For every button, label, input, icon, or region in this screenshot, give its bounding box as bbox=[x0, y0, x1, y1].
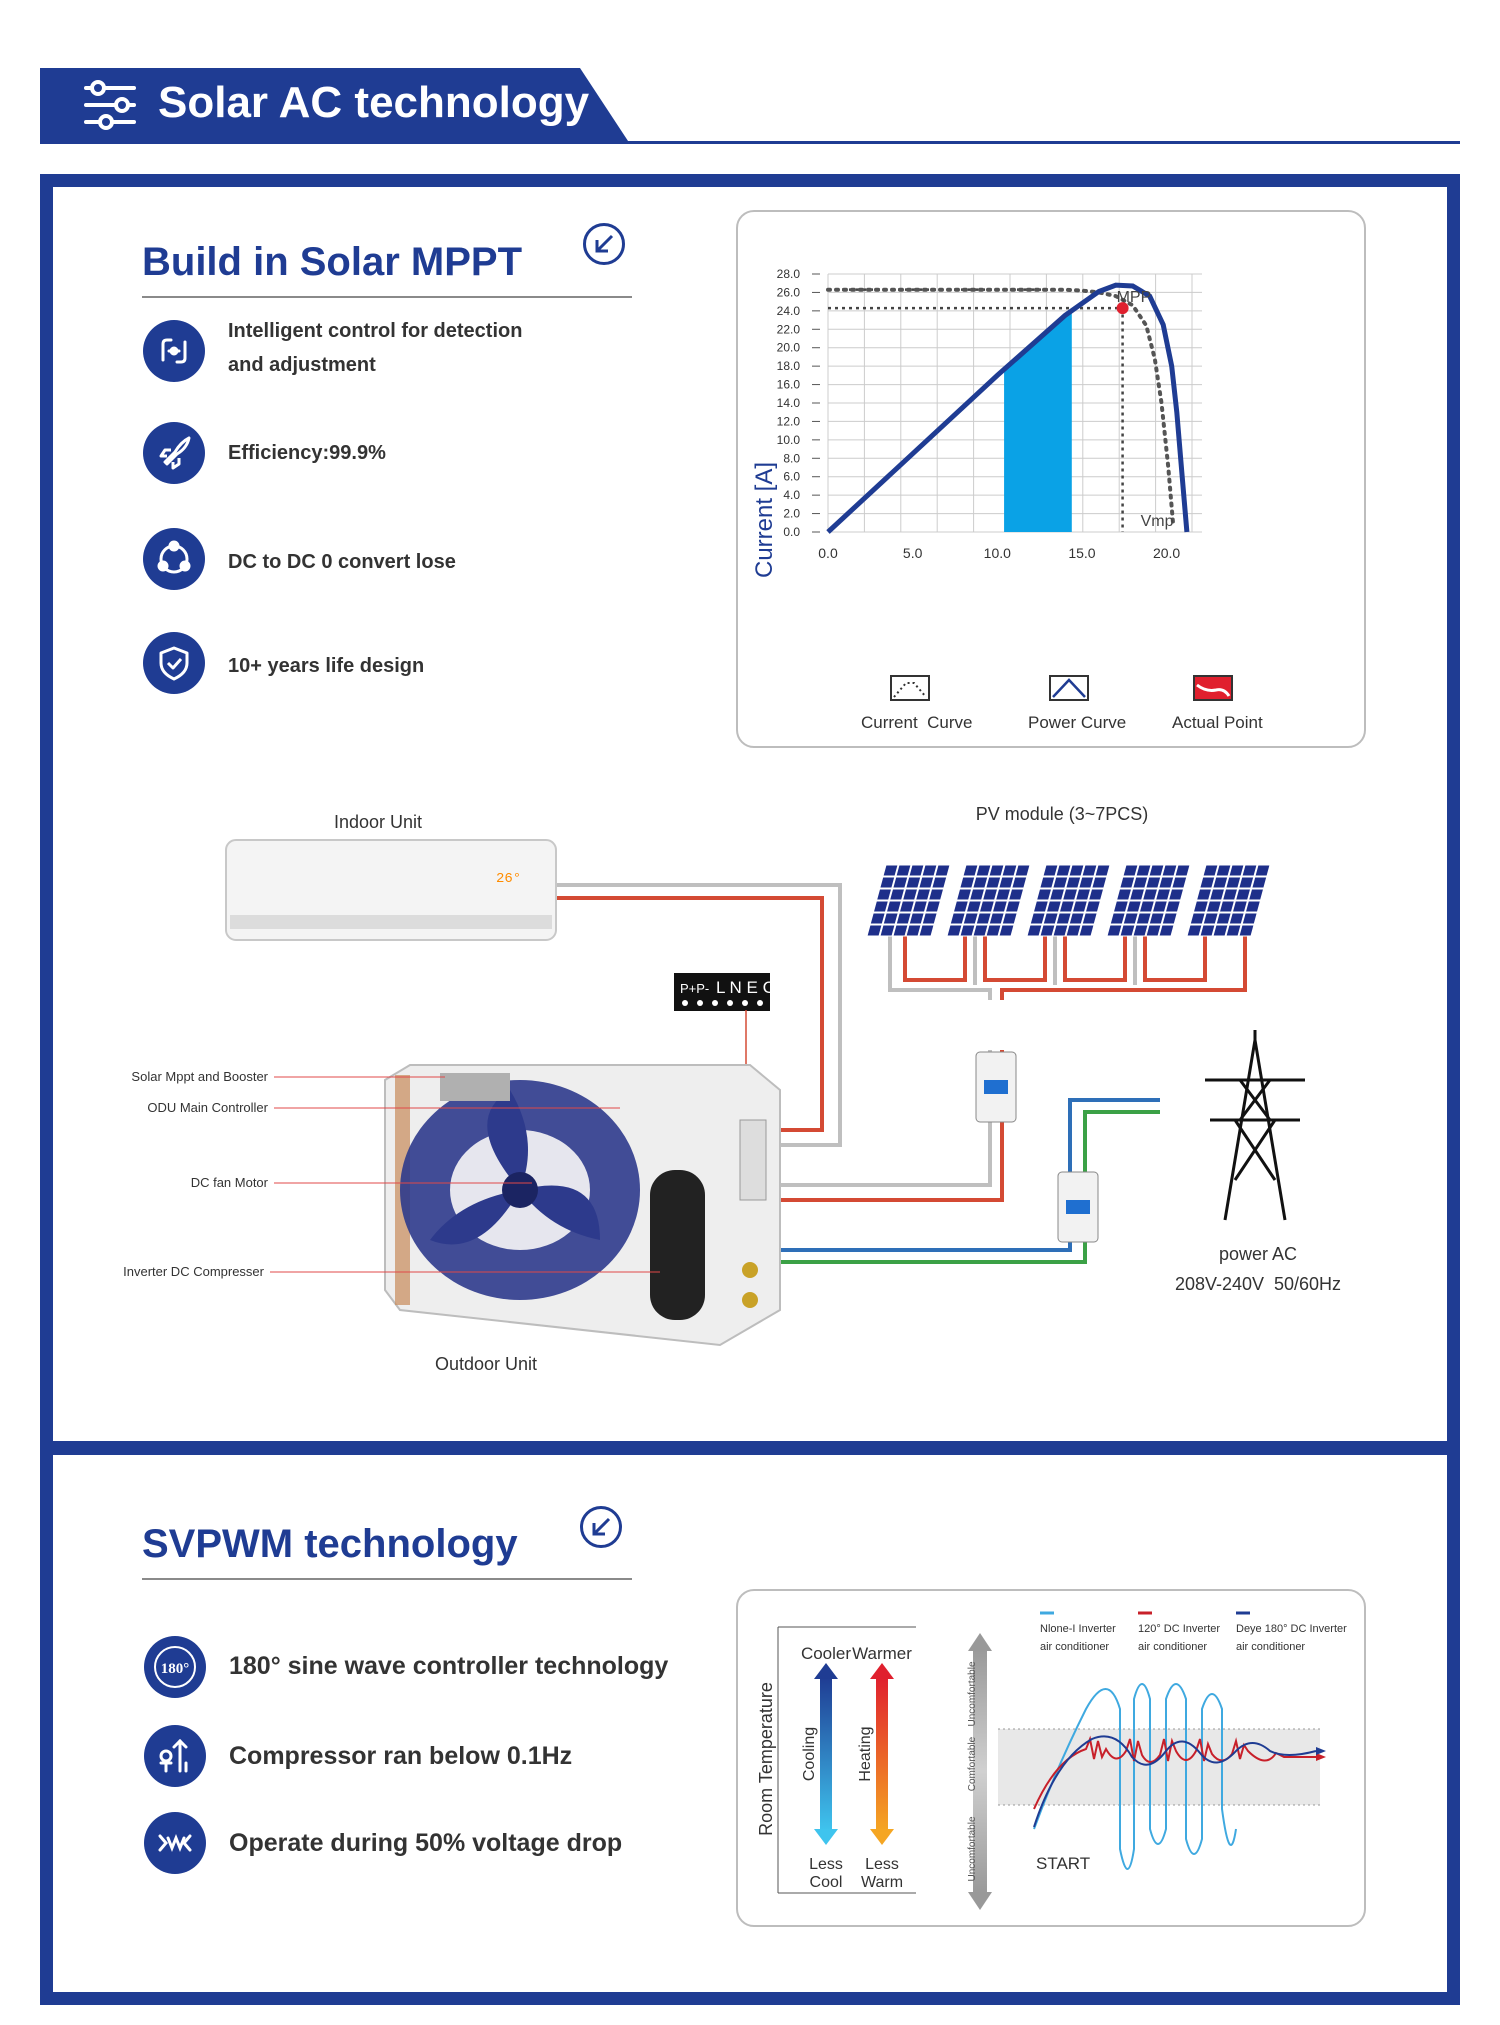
feature-voltage-drop: Operate during 50% voltage drop bbox=[229, 1829, 623, 1857]
compressor-icon bbox=[144, 1725, 206, 1787]
x-tick-label: 15.0 bbox=[1068, 545, 1096, 561]
heating-label: Heating bbox=[857, 1726, 874, 1782]
y-tick-label: 14.0 bbox=[776, 396, 800, 410]
x-tick-label: 0.0 bbox=[818, 545, 838, 561]
power-spec-label: 208V-240V 50/60Hz bbox=[1174, 1274, 1342, 1294]
feature-compressor: Compressor ran below 0.1Hz bbox=[229, 1742, 573, 1770]
legend-label: Nlone-I Inverter bbox=[1040, 1623, 1116, 1635]
pv-module-label: PV module (3~7PCS) bbox=[975, 804, 1149, 824]
header-rule bbox=[40, 141, 1460, 144]
sliders-icon bbox=[84, 80, 136, 130]
x-axis-ticks bbox=[818, 545, 1180, 561]
x-tick-label: 10.0 bbox=[983, 545, 1011, 561]
y-tick-label: 22.0 bbox=[776, 322, 800, 337]
pv-modules bbox=[867, 865, 1270, 936]
feature-line: Intelligent control for detection bbox=[228, 320, 523, 342]
y-tick-label: 20.0 bbox=[776, 340, 800, 355]
outdoor-unit bbox=[385, 1065, 780, 1345]
room-temperature-title: Room Temperature bbox=[756, 1682, 776, 1836]
y-tick-label: 18.0 bbox=[776, 359, 800, 374]
pv-panel bbox=[1107, 865, 1190, 936]
ac-breaker bbox=[1058, 1172, 1098, 1242]
y-tick-label: 16.0 bbox=[776, 377, 800, 392]
x-tick-label: 5.0 bbox=[902, 545, 923, 561]
180-degree-icon bbox=[144, 1636, 206, 1698]
warmer-label: Warmer bbox=[852, 1644, 912, 1663]
section-rule bbox=[142, 296, 632, 298]
shield-check-icon bbox=[143, 632, 205, 694]
legend-actual-point bbox=[1172, 676, 1263, 732]
power-tower-icon bbox=[1205, 1030, 1305, 1220]
y-tick-label: 6.0 bbox=[783, 469, 800, 484]
less-warm-label: Warm bbox=[860, 1874, 904, 1891]
legend-label: Actual Point bbox=[1172, 713, 1263, 732]
indoor-display: 26° bbox=[496, 871, 522, 887]
y-tick-label: 0.0 bbox=[783, 525, 800, 539]
part-label-main-controller: ODU Main Controller bbox=[147, 1100, 268, 1115]
feature-intelligent-control bbox=[228, 314, 522, 382]
legend-label: 120° DC Inverter bbox=[1138, 1623, 1221, 1635]
rocket-icon bbox=[143, 422, 205, 484]
y-tick-label: 28.0 bbox=[776, 267, 800, 281]
system-diagram bbox=[40, 790, 1460, 1390]
voltage-drop-icon bbox=[144, 1812, 206, 1874]
legend-120-dc-inverter bbox=[1138, 1613, 1220, 1653]
part-label-compressor: Inverter DC Compresser bbox=[123, 1264, 264, 1279]
pv-breaker bbox=[976, 1052, 1016, 1122]
svpwm-section-title: SVPWM technology bbox=[142, 1522, 518, 1566]
mppt-section-title: Build in Solar MPPT bbox=[142, 240, 523, 284]
terminal-label: L N E C bbox=[716, 978, 775, 997]
intelligent-control-icon bbox=[143, 320, 205, 382]
y-axis-ticks bbox=[777, 267, 820, 539]
legend-power-curve bbox=[1028, 676, 1126, 732]
y-tick-label: 24.0 bbox=[776, 303, 800, 318]
zone-label: Comfortable bbox=[967, 1736, 978, 1792]
terminal-label: P+P- bbox=[680, 981, 710, 996]
power-ac-label: power AC bbox=[1218, 1244, 1298, 1264]
y-tick-label: 2.0 bbox=[783, 506, 800, 521]
less-warm-label: Less bbox=[865, 1856, 899, 1873]
page-title: Solar AC technology bbox=[158, 78, 590, 127]
feature-life-design: 10+ years life design bbox=[228, 655, 425, 677]
legend-label: Power Curve bbox=[1028, 713, 1127, 732]
mpp-label: MPP bbox=[1116, 289, 1152, 307]
icon-text: 180° bbox=[160, 1661, 190, 1677]
legend-label: air conditioner bbox=[1040, 1641, 1110, 1653]
legend-current-curve bbox=[861, 676, 972, 732]
y-tick-label: 26.0 bbox=[776, 285, 800, 300]
less-cool-label: Cool bbox=[809, 1874, 843, 1891]
cycle-icon bbox=[143, 528, 205, 590]
legend-label: Current Curve bbox=[861, 713, 973, 732]
y-tick-label: 8.0 bbox=[783, 451, 800, 466]
start-label: START bbox=[1036, 1854, 1091, 1873]
section-rule bbox=[142, 1578, 632, 1580]
zone-label: Uncomfortable bbox=[967, 1661, 978, 1727]
x-tick-label: 20.0 bbox=[1152, 545, 1181, 561]
y-axis-title: Current [A] bbox=[751, 461, 778, 579]
pv-panel bbox=[1027, 865, 1110, 936]
power-shaded-area bbox=[1004, 311, 1072, 532]
legend-label: air conditioner bbox=[1138, 1641, 1208, 1653]
y-tick-label: 10.0 bbox=[776, 432, 800, 447]
comfort-scale bbox=[967, 1633, 992, 1910]
arrow-down-left-icon bbox=[580, 1506, 622, 1548]
part-label-fan-motor: DC fan Motor bbox=[190, 1175, 268, 1190]
legend-deye-180-inverter bbox=[1236, 1613, 1347, 1653]
arrow-down-left-icon bbox=[583, 223, 625, 265]
y-tick-label: 12.0 bbox=[776, 414, 800, 429]
indoor-unit-label: Indoor Unit bbox=[333, 812, 423, 832]
indoor-unit bbox=[226, 840, 556, 940]
mpp-reference-lines bbox=[828, 290, 1123, 532]
feature-efficiency: Efficiency:99.9% bbox=[228, 442, 386, 464]
outdoor-unit-label: Outdoor Unit bbox=[434, 1354, 538, 1374]
part-label-mppt-booster: Solar Mppt and Booster bbox=[131, 1069, 268, 1084]
mppt-chart bbox=[736, 210, 1366, 748]
legend-label: air conditioner bbox=[1236, 1641, 1306, 1653]
vmp-label: Vmp bbox=[1140, 513, 1174, 530]
temperature-chart bbox=[736, 1589, 1366, 1927]
legend-label: Deye 180° DC Inverter bbox=[1236, 1623, 1347, 1635]
feature-line: and adjustment bbox=[228, 354, 376, 376]
pv-panel bbox=[867, 865, 950, 936]
less-cool-label: Less bbox=[809, 1856, 843, 1873]
feature-dc-convert: DC to DC 0 convert lose bbox=[228, 551, 456, 573]
cooler-label: Cooler bbox=[800, 1644, 852, 1663]
cooling-label: Cooling bbox=[801, 1726, 818, 1782]
feature-sine-wave: 180° sine wave controller technology bbox=[229, 1652, 669, 1680]
pv-panel bbox=[947, 865, 1030, 936]
y-tick-label: 4.0 bbox=[783, 488, 800, 503]
legend-nlone-inverter bbox=[1040, 1613, 1116, 1653]
pv-panel bbox=[1187, 865, 1270, 936]
zone-label: Uncomfortable bbox=[967, 1816, 978, 1882]
